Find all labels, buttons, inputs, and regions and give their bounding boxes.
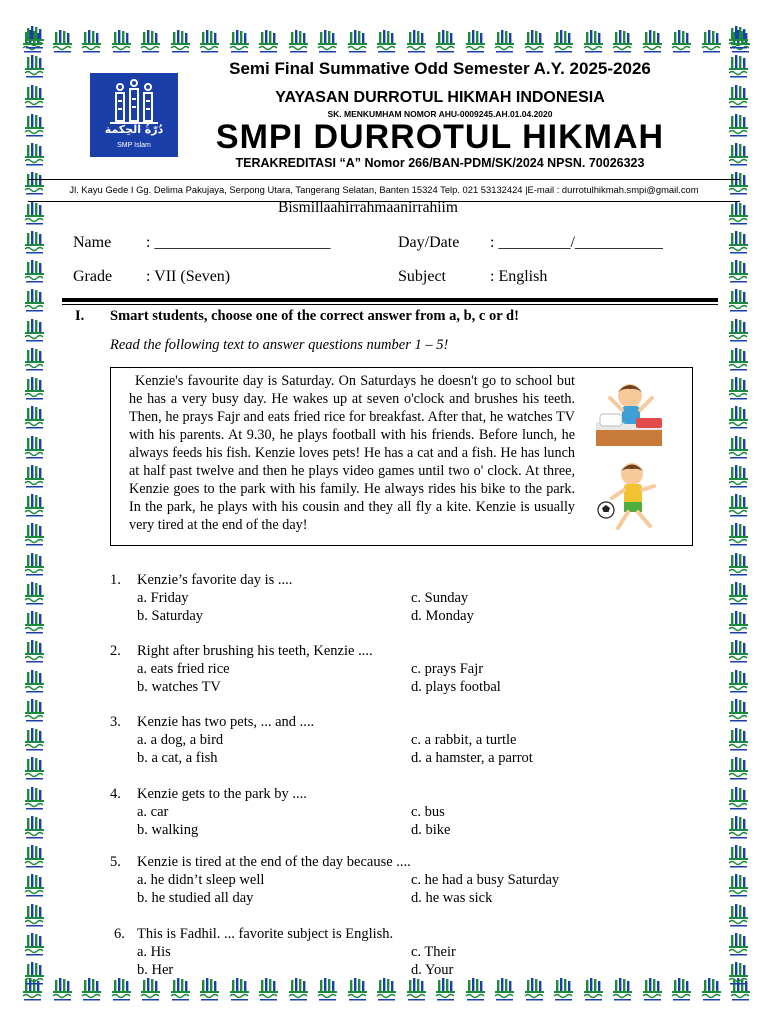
option-c[interactable]: c. a rabbit, a turtle [411, 732, 517, 748]
border-ornament-icon [24, 787, 46, 811]
question-text: Kenzie gets to the park by .... [137, 786, 307, 802]
border-ornament-icon [728, 670, 750, 694]
border-ornament-icon [317, 978, 339, 1002]
border-ornament-icon [347, 30, 369, 54]
date-label: Day/Date [398, 234, 460, 251]
border-ornament-icon [728, 231, 750, 255]
subject-label: Subject [398, 268, 446, 285]
option-c[interactable]: c. Sunday [411, 590, 469, 606]
option-b[interactable]: b. he studied all day [137, 890, 254, 906]
border-ornament-icon [170, 30, 192, 54]
option-b[interactable]: b. Saturday [137, 608, 204, 624]
question-text: Kenzie’s favorite day is .... [137, 572, 293, 588]
option-d[interactable]: d. plays footbal [411, 679, 501, 695]
border-ornament-icon [553, 30, 575, 54]
kenzie-illustration [592, 374, 680, 538]
border-ornament-icon [24, 202, 46, 226]
border-ornament-icon [524, 30, 546, 54]
border-ornament-icon [728, 377, 750, 401]
border-ornament-icon [728, 289, 750, 313]
question-text: Kenzie has two pets, ... and .... [137, 714, 315, 730]
option-c[interactable]: c. bus [411, 804, 445, 820]
basmalah: Bismillaahirrahmaanirrahiim [278, 199, 458, 216]
border-ornament-icon [140, 30, 162, 54]
border-ornament-icon [728, 874, 750, 898]
border-ornament-icon [728, 494, 750, 518]
border-ornament-icon [728, 465, 750, 489]
divider-thick [62, 298, 718, 302]
border-ornament-icon [24, 816, 46, 840]
border-ornament-icon [701, 978, 723, 1002]
option-b[interactable]: b. a cat, a fish [137, 750, 218, 766]
border-ornament-icon [465, 978, 487, 1002]
border-ornament-icon [229, 30, 251, 54]
name-field[interactable]: : ______________________ [146, 234, 331, 251]
border-ornament-icon [728, 728, 750, 752]
border-ornament-icon [728, 523, 750, 547]
date-field[interactable]: : _________/___________ [490, 234, 663, 251]
border-ornament-icon [24, 319, 46, 343]
bottom-border [22, 978, 752, 1004]
border-ornament-icon [24, 260, 46, 284]
option-d[interactable]: d. a hamster, a parrot [411, 750, 533, 766]
accreditation: TERAKREDITASI “A” Nomor 266/BAN-PDM/SK/2024 NPSN. 70026323 [235, 156, 645, 170]
option-d[interactable]: d. Monday [411, 608, 474, 624]
border-ornament-icon [24, 143, 46, 167]
border-ornament-icon [52, 30, 74, 54]
border-ornament-icon [494, 978, 516, 1002]
reading-instruction: Read the following text to answer questions number 1 – 5! [110, 337, 449, 353]
school-logo [90, 73, 178, 157]
border-ornament-icon [24, 523, 46, 547]
border-ornament-icon [347, 978, 369, 1002]
question-text: Kenzie is tired at the end of the day because .... [137, 854, 411, 870]
school-name: SMPI DURROTUL HIKMAH [215, 118, 665, 156]
section-number: I. [75, 308, 85, 324]
border-ornament-icon [24, 670, 46, 694]
border-ornament-icon [728, 436, 750, 460]
border-ornament-icon [24, 757, 46, 781]
option-d[interactable]: d. bike [411, 822, 451, 838]
border-ornament-icon [728, 85, 750, 109]
border-ornament-icon [81, 30, 103, 54]
border-ornament-icon [494, 30, 516, 54]
border-ornament-icon [24, 553, 46, 577]
border-ornament-icon [376, 978, 398, 1002]
border-ornament-icon [406, 978, 428, 1002]
border-ornament-icon [728, 640, 750, 664]
border-ornament-icon [24, 962, 46, 986]
left-border [24, 26, 50, 986]
option-b[interactable]: b. watches TV [137, 679, 221, 695]
border-ornament-icon [24, 26, 46, 50]
border-ornament-icon [199, 30, 221, 54]
question-number: 4. [110, 786, 121, 802]
border-ornament-icon [728, 845, 750, 869]
border-ornament-icon [728, 611, 750, 635]
border-ornament-icon [728, 582, 750, 606]
reading-passage-box [110, 367, 693, 546]
border-ornament-icon [24, 874, 46, 898]
border-ornament-icon [24, 465, 46, 489]
border-ornament-icon [728, 348, 750, 372]
border-ornament-icon [612, 978, 634, 1002]
border-ornament-icon [435, 30, 457, 54]
border-ornament-icon [24, 85, 46, 109]
border-ornament-icon [583, 978, 605, 1002]
border-ornament-icon [671, 978, 693, 1002]
border-ornament-icon [728, 787, 750, 811]
border-ornament-icon [24, 406, 46, 430]
border-ornament-icon [258, 978, 280, 1002]
border-ornament-icon [140, 978, 162, 1002]
border-ornament-icon [24, 904, 46, 928]
section-instruction: Smart students, choose one of the correct answer from a, b, c or d! [110, 308, 519, 324]
option-c[interactable]: c. Their [411, 944, 456, 960]
logo-arabic-text: دُرّةُ الحِكمة [104, 123, 164, 136]
option-a[interactable]: a. His [137, 944, 171, 960]
border-ornament-icon [24, 377, 46, 401]
border-ornament-icon [24, 845, 46, 869]
border-ornament-icon [524, 978, 546, 1002]
logo-caption: SMP Islam [117, 142, 151, 149]
border-ornament-icon [642, 978, 664, 1002]
foundation-name: YAYASAN DURROTUL HIKMAH INDONESIA [275, 89, 605, 106]
option-b[interactable]: b. walking [137, 822, 199, 838]
border-ornament-icon [435, 978, 457, 1002]
grade-value: : VII (Seven) [146, 268, 231, 285]
border-ornament-icon [24, 728, 46, 752]
grade-label: Grade [73, 268, 113, 285]
question-number: 2. [110, 643, 121, 659]
option-a[interactable]: a. eats fried rice [137, 661, 230, 677]
border-ornament-icon [24, 640, 46, 664]
option-c[interactable]: c. he had a busy Saturday [411, 872, 560, 888]
border-ornament-icon [728, 55, 750, 79]
border-ornament-icon [24, 582, 46, 606]
border-ornament-icon [728, 933, 750, 957]
question-text: This is Fadhil. ... favorite subject is English. [137, 926, 394, 942]
right-border [728, 26, 754, 986]
border-ornament-icon [701, 30, 723, 54]
border-ornament-icon [24, 231, 46, 255]
border-ornament-icon [728, 406, 750, 430]
border-ornament-icon [553, 978, 575, 1002]
border-ornament-icon [728, 26, 750, 50]
border-ornament-icon [24, 933, 46, 957]
border-ornament-icon [229, 978, 251, 1002]
border-ornament-icon [406, 30, 428, 54]
border-ornament-icon [642, 30, 664, 54]
reading-passage: Kenzie's favourite day is Saturday. On Saturdays he doesn't go to school but he has a very busy day. He wakes up at seven o'clock and brushes his teeth. Then, he prays Fajr and eats fried rice for breakfast. After that, he watches TV with his parents. At 9.30, he plays football with his friends. Before lunch, he always feeds his fish. Kenzie loves pets! He has a cat and a fish. He has lunch at half past twelve and then he plays video games until two o' clock. At three, Kenzie goes to the park with his family. He always rides his bike to the park. In the park, he plays with his cousin and they all fly a kite. Kenzie is usually very tired at the end of the day! [129, 373, 575, 533]
border-ornament-icon [24, 55, 46, 79]
option-c[interactable]: c. prays Fajr [411, 661, 484, 677]
border-ornament-icon [728, 904, 750, 928]
question-number: 6. [114, 926, 125, 942]
border-ornament-icon [583, 30, 605, 54]
decree-number: SK. MENKUMHAM NOMOR AHU-0009245.AH.01.04.2020 [327, 109, 553, 119]
question-number: 3. [110, 714, 121, 730]
border-ornament-icon [24, 348, 46, 372]
border-ornament-icon [671, 30, 693, 54]
border-ornament-icon [52, 978, 74, 1002]
subject-value: : English [490, 268, 548, 285]
border-ornament-icon [111, 978, 133, 1002]
border-ornament-icon [728, 114, 750, 138]
border-ornament-icon [170, 978, 192, 1002]
border-ornament-icon [728, 202, 750, 226]
border-ornament-icon [728, 319, 750, 343]
border-ornament-icon [24, 114, 46, 138]
border-ornament-icon [24, 289, 46, 313]
option-b[interactable]: b. Her [137, 962, 174, 978]
option-d[interactable]: d. Your [411, 962, 454, 978]
question-number: 1. [110, 572, 121, 588]
border-ornament-icon [728, 260, 750, 284]
border-ornament-icon [465, 30, 487, 54]
border-ornament-icon [728, 699, 750, 723]
exam-title: Semi Final Summative Odd Semester A.Y. 2025-2026 [229, 59, 651, 78]
border-ornament-icon [612, 30, 634, 54]
border-ornament-icon [258, 30, 280, 54]
border-ornament-icon [199, 978, 221, 1002]
border-ornament-icon [728, 962, 750, 986]
border-ornament-icon [728, 757, 750, 781]
option-a[interactable]: a. car [137, 804, 169, 820]
option-a[interactable]: a. a dog, a bird [137, 732, 224, 748]
border-ornament-icon [728, 143, 750, 167]
border-ornament-icon [376, 30, 398, 54]
top-border [22, 30, 752, 56]
option-a[interactable]: a. Friday [137, 590, 189, 606]
border-ornament-icon [288, 978, 310, 1002]
border-ornament-icon [81, 978, 103, 1002]
question-number: 5. [110, 854, 121, 870]
border-ornament-icon [111, 30, 133, 54]
border-ornament-icon [288, 30, 310, 54]
border-ornament-icon [728, 816, 750, 840]
school-address: Jl. Kayu Gede I Gg. Delima Pakujaya, Serpong Utara, Tangerang Selatan, Banten 15324 Telp. 021 53132424 |E-mail : durrotulhikmah.smpi@gmail.com [28, 179, 740, 202]
border-ornament-icon [317, 30, 339, 54]
border-ornament-icon [24, 494, 46, 518]
question-text: Right after brushing his teeth, Kenzie .... [137, 643, 373, 659]
border-ornament-icon [728, 553, 750, 577]
option-d[interactable]: d. he was sick [411, 890, 493, 906]
border-ornament-icon [24, 699, 46, 723]
name-label: Name [73, 234, 112, 251]
option-a[interactable]: a. he didn’t sleep well [137, 872, 265, 888]
divider-thin [62, 304, 718, 305]
border-ornament-icon [24, 611, 46, 635]
border-ornament-icon [24, 436, 46, 460]
